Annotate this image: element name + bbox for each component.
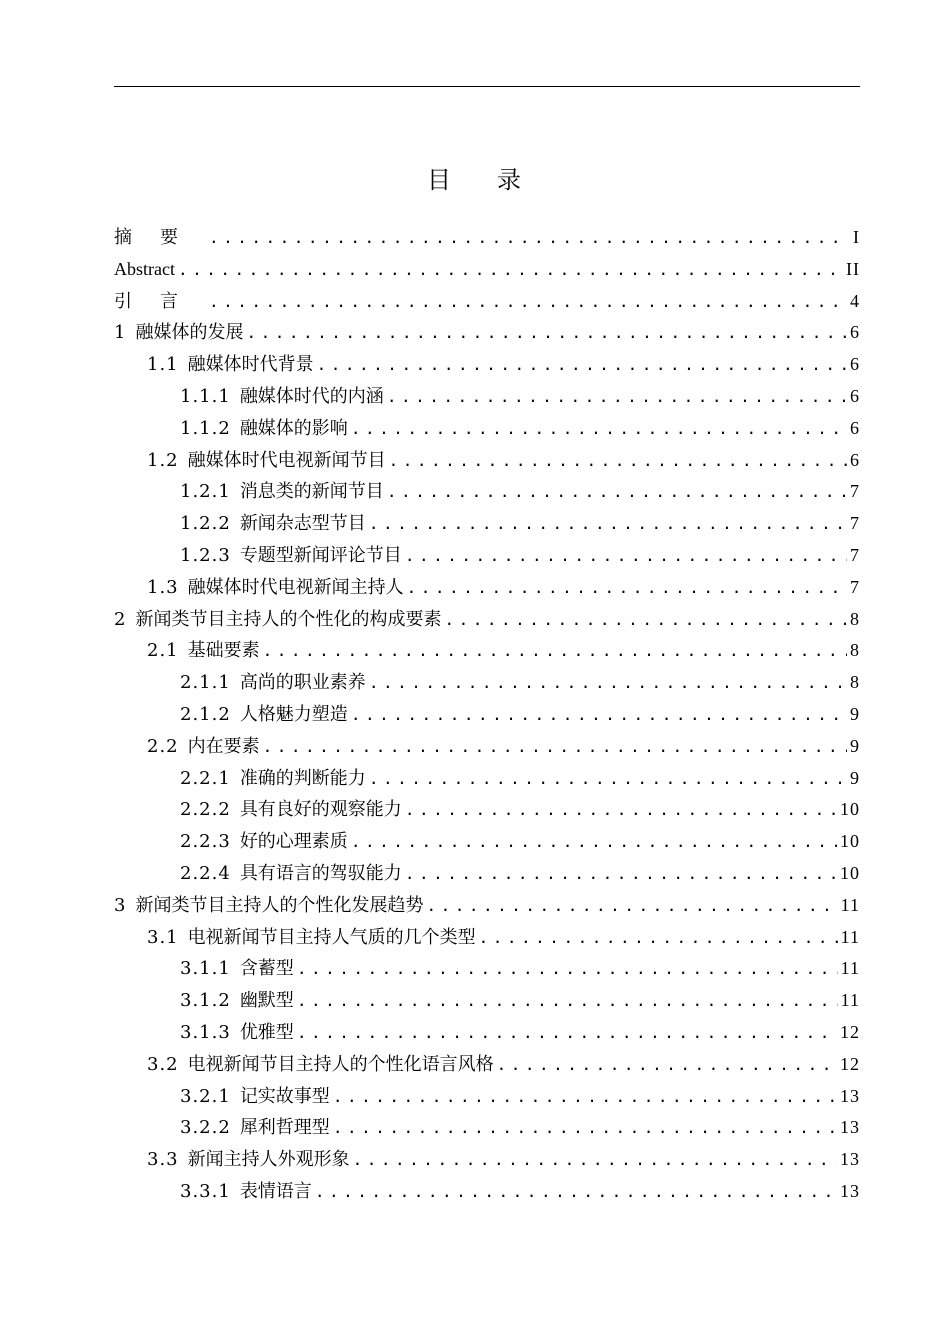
toc-entry-page: 13 [840,1180,860,1201]
dot-leader [405,540,847,572]
dot-leader [178,254,843,286]
toc-entry-page: 11 [840,894,860,915]
toc-entry-page: 11 [840,958,860,979]
toc-entry-number: 3.3.1 [180,1180,231,1202]
toc-entry-number: 1 [114,322,127,344]
toc-entry-label: 具有语言的驾驭能力 [239,862,402,884]
toc-entry-number: 1.1.1 [180,385,231,407]
toc-entry-number: 1.2.3 [180,544,231,566]
dot-leader [369,508,847,540]
toc-entry-page: 10 [840,831,860,852]
dot-leader [209,286,847,318]
toc-entry-number: 1.2 [147,449,179,471]
toc-entry-page: 7 [850,576,860,597]
toc-entry-label: 新闻类节目主持人的个性化发展趋势 [135,894,424,916]
toc-entry-number: 2.2.4 [180,862,231,884]
dot-leader [315,1176,837,1208]
toc-entry-page: 11 [840,926,860,947]
header-rule [114,86,860,87]
toc-entry-number: 2 [114,608,127,630]
toc-entry-label: 幽默型 [239,990,294,1012]
dot-leader [387,476,847,508]
toc-entry[interactable] [114,572,860,604]
toc-entry-number: 2.1 [147,640,179,662]
toc-entry-label: 表情语言 [239,1180,312,1202]
toc-entry-label: 摘要 [114,227,206,248]
toc-entry[interactable] [114,540,860,572]
toc-entry[interactable] [114,1144,860,1176]
toc-entry-page: 12 [840,1053,860,1074]
toc-entry[interactable] [114,286,860,318]
dot-leader [407,572,847,604]
toc-entry[interactable] [114,922,860,954]
toc-entry-number: 2.1.2 [180,703,231,725]
toc-entry-page: 13 [840,1117,860,1138]
dot-leader [497,1049,837,1081]
toc-entry[interactable] [114,476,860,508]
toc-entry-page: 6 [850,385,860,406]
dot-leader [246,317,847,349]
toc-entry-page: 8 [850,640,860,661]
toc-entry[interactable] [114,731,860,763]
toc-entry-number: 1.2.2 [180,513,231,535]
toc-entry-page: 8 [850,672,860,693]
toc-entry[interactable] [114,1176,860,1208]
toc-entry[interactable] [114,254,860,286]
dot-leader [387,381,847,413]
toc-entry-page: 6 [850,417,860,438]
toc-entry-page: 9 [850,767,860,788]
toc-entry-label: 内在要素 [187,735,260,757]
dot-leader [479,922,838,954]
toc-entry[interactable] [114,317,860,349]
toc-entry[interactable] [114,508,860,540]
toc-entry-page: 11 [840,990,860,1011]
toc-entry-label: 犀利哲理型 [239,1117,330,1139]
toc-entry-number: 2.1.1 [180,672,231,694]
dot-leader [263,731,847,763]
dot-leader [389,445,847,477]
toc-entry-page: 6 [850,322,860,343]
toc-entry-number: 3.1.3 [180,1021,231,1043]
table-of-contents [114,222,860,1208]
toc-entry[interactable] [114,985,860,1017]
toc-entry[interactable] [114,826,860,858]
toc-entry-label: 基础要素 [187,640,260,662]
toc-entry-label: 融媒体时代电视新闻节目 [187,449,386,471]
toc-entry-number: 3.3 [147,1149,179,1171]
dot-leader [351,413,847,445]
toc-entry[interactable] [114,1112,860,1144]
dot-leader [369,667,847,699]
toc-entry-page: 7 [850,544,860,565]
toc-entry-number: 2.2.1 [180,767,231,789]
toc-entry[interactable] [114,604,860,636]
toc-entry-label: 消息类的新闻节目 [239,481,384,503]
toc-entry[interactable] [114,1049,860,1081]
toc-entry-page: 7 [850,513,860,534]
toc-entry-label: 引言 [114,290,206,312]
toc-entry-label: Abstract [114,258,175,279]
dot-leader [351,826,837,858]
toc-entry[interactable] [114,699,860,731]
toc-entry-label: 专题型新闻评论节目 [239,544,402,566]
toc-entry-number: 2.2 [147,735,179,757]
toc-entry-number: 3.2.2 [180,1117,231,1139]
toc-entry-label: 融媒体的发展 [135,322,244,344]
toc-entry-number: 2.2.2 [180,799,231,821]
toc-entry-page: 6 [850,354,860,375]
toc-entry[interactable] [114,445,860,477]
toc-entry[interactable] [114,794,860,826]
toc-entry[interactable] [114,763,860,795]
toc-entry-number: 3.1.1 [180,958,231,980]
toc-entry-page: 4 [850,290,860,311]
dot-leader [405,858,837,890]
toc-entry-page: 8 [850,608,860,629]
toc-entry[interactable] [114,953,860,985]
dot-leader [333,1081,837,1113]
toc-entry-number: 3.1 [147,926,179,948]
toc-entry-label: 融媒体时代电视新闻主持人 [187,576,404,598]
toc-entry-label: 新闻杂志型节目 [239,513,366,535]
dot-leader [297,985,838,1017]
toc-entry[interactable] [114,1017,860,1049]
dot-leader [297,1017,837,1049]
toc-entry[interactable] [114,667,860,699]
toc-entry-number: 3 [114,894,127,916]
toc-entry[interactable] [114,222,860,254]
toc-entry-label: 含蓄型 [239,958,294,980]
dot-leader [444,604,847,636]
toc-entry-number: 3.2.1 [180,1085,231,1107]
toc-entry-page: 13 [840,1085,860,1106]
toc-entry-number: 3.1.2 [180,990,231,1012]
dot-leader [209,222,847,254]
toc-entry-page: 6 [850,449,860,470]
toc-entry-label: 融媒体时代的内涵 [239,385,384,407]
toc-entry-label: 优雅型 [239,1021,294,1043]
dot-leader [333,1112,837,1144]
dot-leader [369,763,847,795]
toc-entry-number: 1.3 [147,576,179,598]
toc-entry-number: 1.1.2 [180,417,231,439]
toc-entry[interactable] [114,635,860,667]
toc-entry-label: 新闻主持人外观形象 [187,1149,350,1171]
dot-leader [263,635,847,667]
dot-leader [426,890,837,922]
toc-entry-page: 7 [850,481,860,502]
toc-entry-label: 电视新闻节目主持人的个性化语言风格 [187,1053,494,1075]
dot-leader [351,699,847,731]
toc-entry[interactable] [114,890,860,922]
toc-entry-page: 13 [840,1149,860,1170]
toc-entry[interactable] [114,413,860,445]
toc-entry-number: 3.2 [147,1053,179,1075]
toc-entry-page: 10 [840,799,860,820]
toc-entry-label: 准确的判断能力 [239,767,366,789]
toc-entry[interactable] [114,381,860,413]
dot-leader [297,953,838,985]
toc-entry[interactable] [114,349,860,381]
toc-entry-page: 12 [840,1021,860,1042]
toc-entry-page: I [853,227,860,247]
toc-entry-page: 9 [850,703,860,724]
toc-title-char-1: 目 [427,166,453,194]
toc-entry-number: 1.2.1 [180,481,231,503]
toc-entry-label: 融媒体时代背景 [187,354,314,376]
toc-entry-label: 记实故事型 [239,1085,330,1107]
toc-entry-number: 1.1 [147,354,179,376]
toc-entry-page: II [846,258,860,279]
toc-title [0,160,950,195]
toc-entry-label: 新闻类节目主持人的个性化的构成要素 [135,608,442,630]
toc-title-char-2: 录 [497,166,523,194]
dot-leader [317,349,847,381]
toc-entry-label: 高尚的职业素养 [239,672,366,694]
toc-entry-label: 人格魅力塑造 [239,703,348,725]
toc-entry-label: 电视新闻节目主持人气质的几个类型 [187,926,476,948]
toc-entry-page: 9 [850,735,860,756]
toc-entry-label: 好的心理素质 [239,831,348,853]
toc-entry-label: 融媒体的影响 [239,417,348,439]
dot-leader [405,794,837,826]
toc-entry[interactable] [114,858,860,890]
dot-leader [353,1144,837,1176]
toc-entry-page: 10 [840,862,860,883]
toc-entry-label: 具有良好的观察能力 [239,799,402,821]
toc-entry[interactable] [114,1081,860,1113]
toc-entry-number: 2.2.3 [180,831,231,853]
